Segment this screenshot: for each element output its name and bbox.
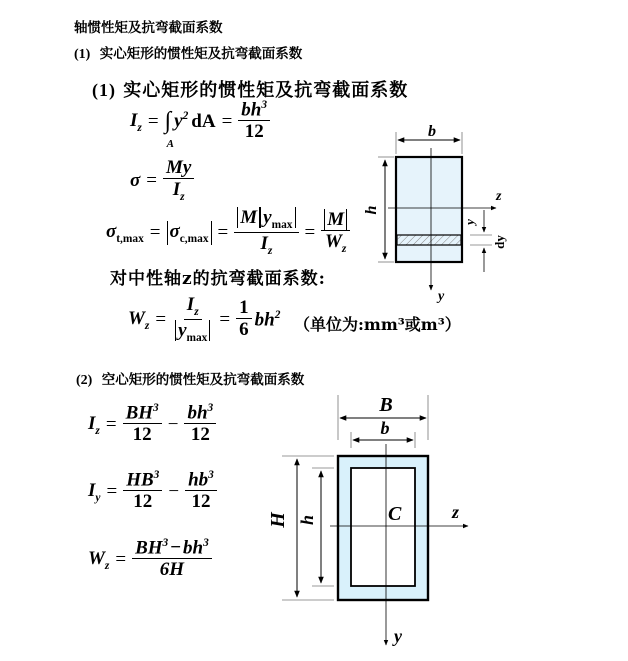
svg-text:b: b [380, 418, 390, 438]
equation-Iy-hollow: $I_y$ = $\frac{HB^3}{12}$ − $\frac{hb^3}{12}$ [88, 470, 217, 513]
document-title: 轴惯性矩及抗弯截面系数 [74, 20, 223, 36]
equation-Iz-integral: $I_z$ = ∫ A $y^2$ dA = $\frac{bh^3}{12}$ [130, 100, 270, 143]
section1-heading-text: 实心矩形的惯性矩及抗弯截面系数 [99, 46, 303, 62]
svg-text:z: z [496, 189, 502, 204]
svg-text:H: H [267, 512, 289, 528]
equation-Wz-solid: $W_z$ = $\frac{I_z}{y_{max}}$ = $\frac{1}{6}$ $bh^2$ [128, 294, 281, 344]
slide1-heading-text: 实心矩形的惯性矩及抗弯截面系数 [123, 80, 409, 101]
section1-number: (1) [74, 47, 91, 62]
svg-text:C: C [388, 503, 402, 525]
section-modulus-caption: 对中性轴z的抗弯截面系数: [110, 269, 326, 289]
fraction-bh3-12: $\frac{bh^3}{12}$ [238, 100, 270, 143]
svg-text:h: h [297, 514, 317, 526]
hollow-rectangle-diagram [265, 385, 480, 655]
equation-Wz-hollow: $W_z$ = $\frac{BH^3 - bh^3}{6H}$ [88, 538, 212, 581]
svg-text:y: y [438, 289, 445, 304]
svg-text:h: h [363, 205, 380, 215]
solid-section [396, 157, 462, 262]
section1-heading [74, 42, 302, 63]
section2-number: (2) [76, 373, 93, 388]
eq-lhs: $I_z$ [130, 109, 142, 134]
svg-text:z: z [452, 502, 460, 522]
inner-void [351, 468, 415, 586]
equation-Iz-hollow: $I_z$ = $\frac{BH^3}{12}$ − $\frac{bh^3}{12}$ [88, 403, 216, 446]
units-note: （单位为:mm³或m³） [294, 315, 461, 334]
equation-sigma: σ = $\frac{My}{I_z}$ [130, 158, 194, 204]
svg-text:dy: dy [492, 235, 507, 249]
solid-rectangle-diagram [360, 115, 520, 310]
integral-sign: ∫ A [164, 108, 174, 151]
strip-dA [397, 235, 461, 245]
svg-text:y: y [462, 219, 477, 225]
svg-text:B: B [379, 394, 393, 416]
svg-text:y: y [394, 626, 402, 646]
slide1-number: (1) [92, 80, 116, 100]
section2-heading-text: 空心矩形的惯性矩及抗弯截面系数 [101, 372, 305, 388]
svg-text:b: b [428, 123, 436, 140]
equation-sigma-max: $\sigma_{t,max}$ = $\sigma_{c,max}$ = $\frac{M y_{max}}{I_z}$ = $\frac{M}{W_z}$ [106, 208, 350, 258]
